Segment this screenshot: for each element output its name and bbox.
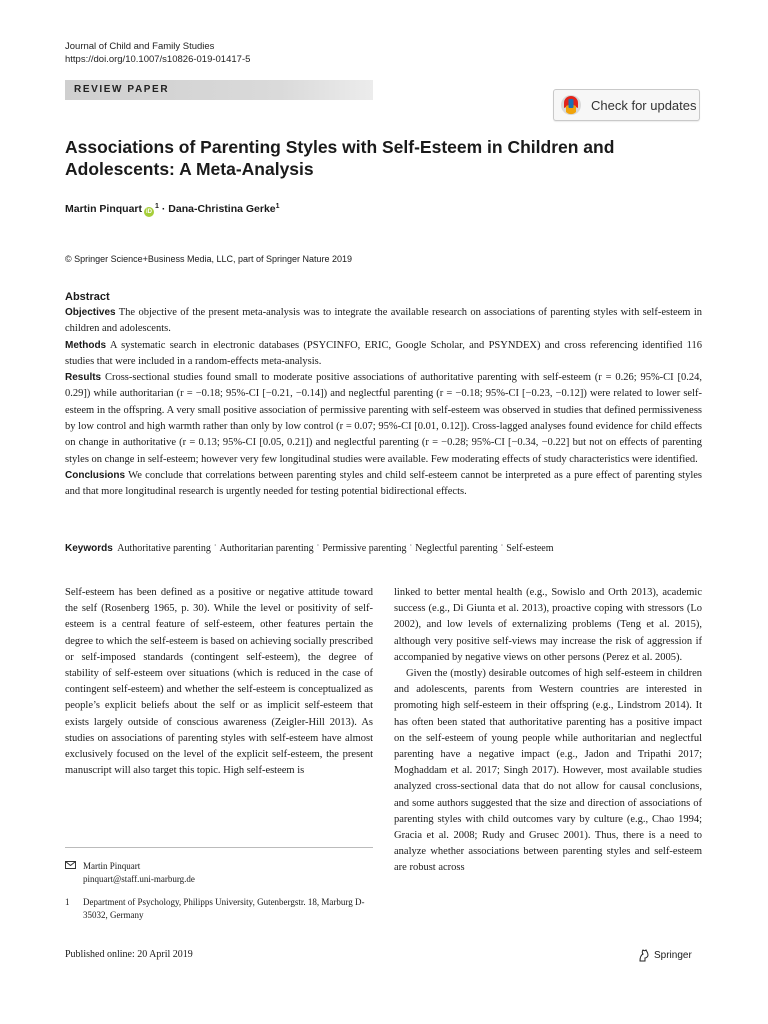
abstract-section	[65, 370, 702, 468]
affiliation-marker: 1	[155, 203, 159, 210]
abstract-section-text: We conclude that correlations between parenting styles and child self-esteem cannot be interpreted as a pure effect of parenting styles and that more longitudinal research is urgently needed for testing potential bidirectional effects.	[65, 469, 702, 498]
abstract-section-label: Methods	[65, 339, 107, 351]
footnotes	[65, 860, 373, 932]
abstract-section-label: Objectives	[65, 307, 116, 318]
author-name[interactable]: Martin Pinquart	[65, 203, 143, 215]
copyright-notice: © Springer Science+Business Media, LLC, part of Springer Nature 2019	[65, 254, 353, 264]
correspondence-footnote	[65, 860, 373, 885]
abstract-section	[65, 468, 702, 501]
correspondence-name: Martin Pinquart	[83, 861, 141, 871]
body-paragraph: linked to better mental health (e.g., Sowislo and Orth 2013), academic success (e.g., Di Giunta et al. 2013), proactive coping with stressors (Lo 2002), and low levels of externalizing problems (Teng et al. 2015), although very positive self-views may increase the risk of aggression if accompanied by negative views on other persons (Perez et al. 2005).	[394, 587, 702, 663]
body-paragraph: Given the (mostly) desirable outcomes of high self-esteem in children and adolescents, parents from Western countries are interested in promoting high self-esteem in their offspring (e.g., Lindstrom 2014). It has often been stated that authoritative parenting has a positive impact on the self-esteem of young people while authoritarian and neglectful parenting have a negative impact (e.g., Jadon and Tripathi 2017; Moghaddam et al. 2017; Singh 2017). However, most available studies analyzed cross-sectional data that do not allow for causal conclusions, and some authors suggested that the size and direction of associations of parenting styles with child outcomes vary by culture (e.g., Chao 1994; Gracia et al. 2008; Rudy and Grusec 2001). Thus, there is a need to analyze whether associations between parenting styles and self-esteem are robust across	[394, 668, 702, 874]
abstract-body	[65, 305, 702, 501]
abstract-section-text: Cross-sectional studies found small to moderate positive associations of authoritative parenting with self-esteem (r = 0.26; 95%-CI [0.24, 0.29]) while authoritarian (r = −0.18; 95%-CI [−0.21, −0.14]) and neglectful parenting (r = −0.18; 95%-CI [−0.23, −0.12]) were related to lower self-esteem in the offspring. A very small positive association of permissive parenting with self-esteem was observed in studies that defined permissiveness by low control and high warmth rather than only by low control (r = 0.07; 95%-CI [0.01, 0.12]). Cross-lagged analyses found evidence for child effects on change in authoritative (r = 0.13; 95%-CI [0.05, 0.21]) and neglectful parenting (r = −0.28; 95%-CI [−0.34, −0.22] but not on effects of parenting styles on change in self-esteem; however very few longitudinal studies were available. Few moderating effects of study characteristics were identified.	[65, 372, 702, 465]
affiliation-text: Department of Psychology, Philipps University, Gutenbergstr. 18, Marburg D-35032, Germany	[83, 897, 365, 920]
published-date: Published online: 20 April 2019	[65, 949, 193, 960]
affiliation-footnote	[65, 896, 373, 921]
body-paragraph: Self-esteem has been defined as a positive or negative attitude toward the self (Rosenberg 1965, p. 30). While the level or positivity of self-esteem is a central feature of self-esteem, other features pertain the degree to which the self-esteem is based on achieving socially prescribed or self-imposed standards (contingent self-esteem), the degree of stability of self-esteem over situations (which is reduced in the case of contingent self-esteem) and whether the self-esteem is conceptualized as people’s explicit beliefs about the self or as implicit self-esteem that exists largely outside of conscious awareness (Zeigler-Hill 2013). As studies on associations of parenting styles with self-esteem have almost exclusively focused on the level of the explicit self-esteem, the present manuscript will also target this topic. High self-esteem is	[65, 587, 373, 777]
keyword-separator: ·	[500, 541, 504, 550]
keyword-item[interactable]: Authoritarian parenting	[219, 543, 314, 554]
paper-title: Associations of Parenting Styles with Self-Esteem in Children and Adolescents: A Meta-Analysis	[65, 137, 615, 179]
journal-header	[65, 40, 250, 66]
body-column-right	[394, 585, 702, 877]
springer-logo	[637, 948, 692, 962]
footnote-divider	[65, 847, 373, 848]
abstract-section	[65, 305, 702, 338]
keyword-separator: ·	[316, 541, 320, 550]
springer-horse-icon	[637, 948, 651, 962]
review-label: REVIEW PAPER	[74, 84, 170, 95]
author-name[interactable]: Dana-Christina Gerke	[168, 203, 276, 215]
crossmark-icon	[560, 94, 582, 116]
affiliation-mark: 1	[65, 897, 70, 907]
keywords-line	[65, 541, 705, 554]
abstract-heading: Abstract	[65, 291, 110, 303]
check-for-updates-button[interactable]	[553, 89, 700, 121]
body-column-left	[65, 585, 373, 779]
affiliation-marker: 1	[275, 203, 280, 210]
publisher-name: Springer	[654, 949, 692, 961]
author-separator: ·	[161, 203, 166, 215]
abstract-section	[65, 338, 702, 371]
abstract-section-label: Results	[65, 372, 102, 384]
abstract-section-label: Conclusions	[65, 469, 126, 481]
orcid-icon[interactable]: iD	[146, 209, 153, 215]
correspondence-email[interactable]: pinquart@staff.uni-marburg.de	[83, 873, 195, 884]
keyword-separator: ·	[409, 541, 413, 550]
keyword-item[interactable]: Self-esteem	[506, 543, 554, 554]
keyword-separator: ·	[213, 541, 217, 550]
keyword-item[interactable]: Neglectful parenting	[415, 543, 498, 554]
envelope-icon	[65, 860, 83, 885]
journal-name: Journal of Child and Family Studies	[65, 41, 215, 52]
abstract-section-text: The objective of the present meta-analysis was to integrate the available research on associations of parenting styles with self-esteem in children and adolescents.	[65, 307, 702, 335]
check-for-updates-label: Check for updates	[591, 97, 697, 113]
author-line	[65, 203, 280, 217]
keyword-item[interactable]: Permissive parenting	[322, 543, 407, 554]
keyword-item[interactable]: Authoritative parenting	[117, 543, 211, 554]
doi-link[interactable]: https://doi.org/10.1007/s10826-019-01417-5	[65, 54, 251, 65]
keywords-label: Keywords	[65, 543, 113, 554]
abstract-section-text: A systematic search in electronic databases (PSYCINFO, ERIC, Google Scholar, and PSYNDEX) and cross referencing identified 116 studies that were included in a random-effects meta-analysis.	[65, 339, 703, 367]
